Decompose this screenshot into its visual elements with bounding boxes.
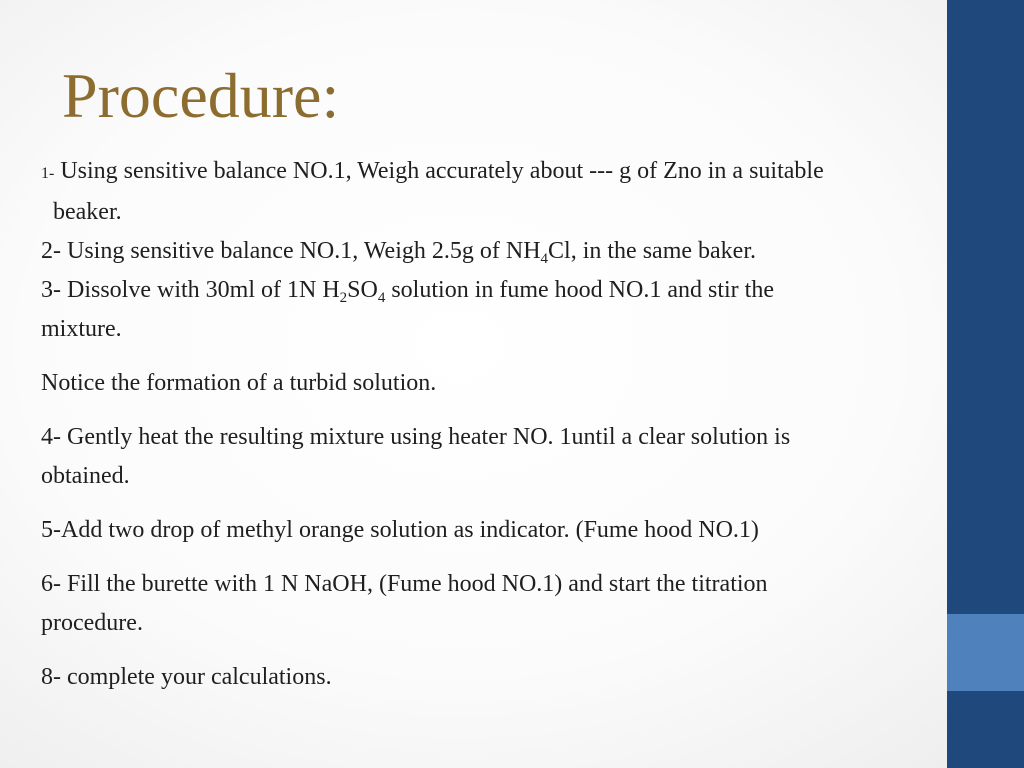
- step-3-text-b: SO: [347, 277, 378, 303]
- step-2-text-a: 2- Using sensitive balance NO.1, Weigh 2.5g of NH: [41, 238, 541, 264]
- step-3-line-1: [41, 271, 981, 310]
- step-1-number: 1-: [41, 165, 55, 182]
- step-3-subscript-1: 2: [339, 290, 348, 306]
- step-3-line-2: mixture.: [41, 316, 122, 342]
- notice-text: Notice the formation of a turbid solution.: [41, 370, 437, 396]
- step-3-subscript-2: 4: [377, 290, 386, 306]
- step-6-line-1: 6- Fill the burette with 1 N NaOH, (Fume hood NO.1) and start the titration: [41, 571, 768, 597]
- slide-title: Procedure:: [62, 60, 340, 131]
- step-1-line-2: beaker.: [53, 199, 122, 225]
- step-4-line-1: 4- Gently heat the resulting mixture using heater NO. 1until a clear solution is: [41, 424, 791, 450]
- step-1-line-1: [41, 152, 981, 193]
- step-8: 8- complete your calculations.: [41, 664, 332, 690]
- step-2: [41, 232, 981, 271]
- step-2-text-b: Cl, in the same baker.: [548, 238, 756, 264]
- step-1-text: Using sensitive balance NO.1, Weigh accurately about --- g of Zno in a suitable: [54, 158, 824, 184]
- step-6-line-2: procedure.: [41, 610, 143, 636]
- step-4-line-2: obtained.: [41, 463, 130, 489]
- step-2-subscript: 4: [540, 251, 549, 267]
- step-3-text-a: 3- Dissolve with 30ml of 1N H: [41, 277, 340, 303]
- step-5: 5-Add two drop of methyl orange solution as indicator. (Fume hood NO.1): [41, 517, 759, 543]
- step-3-text-c: solution in fume hood NO.1 and stir the: [385, 277, 774, 303]
- procedure-body: [41, 152, 981, 697]
